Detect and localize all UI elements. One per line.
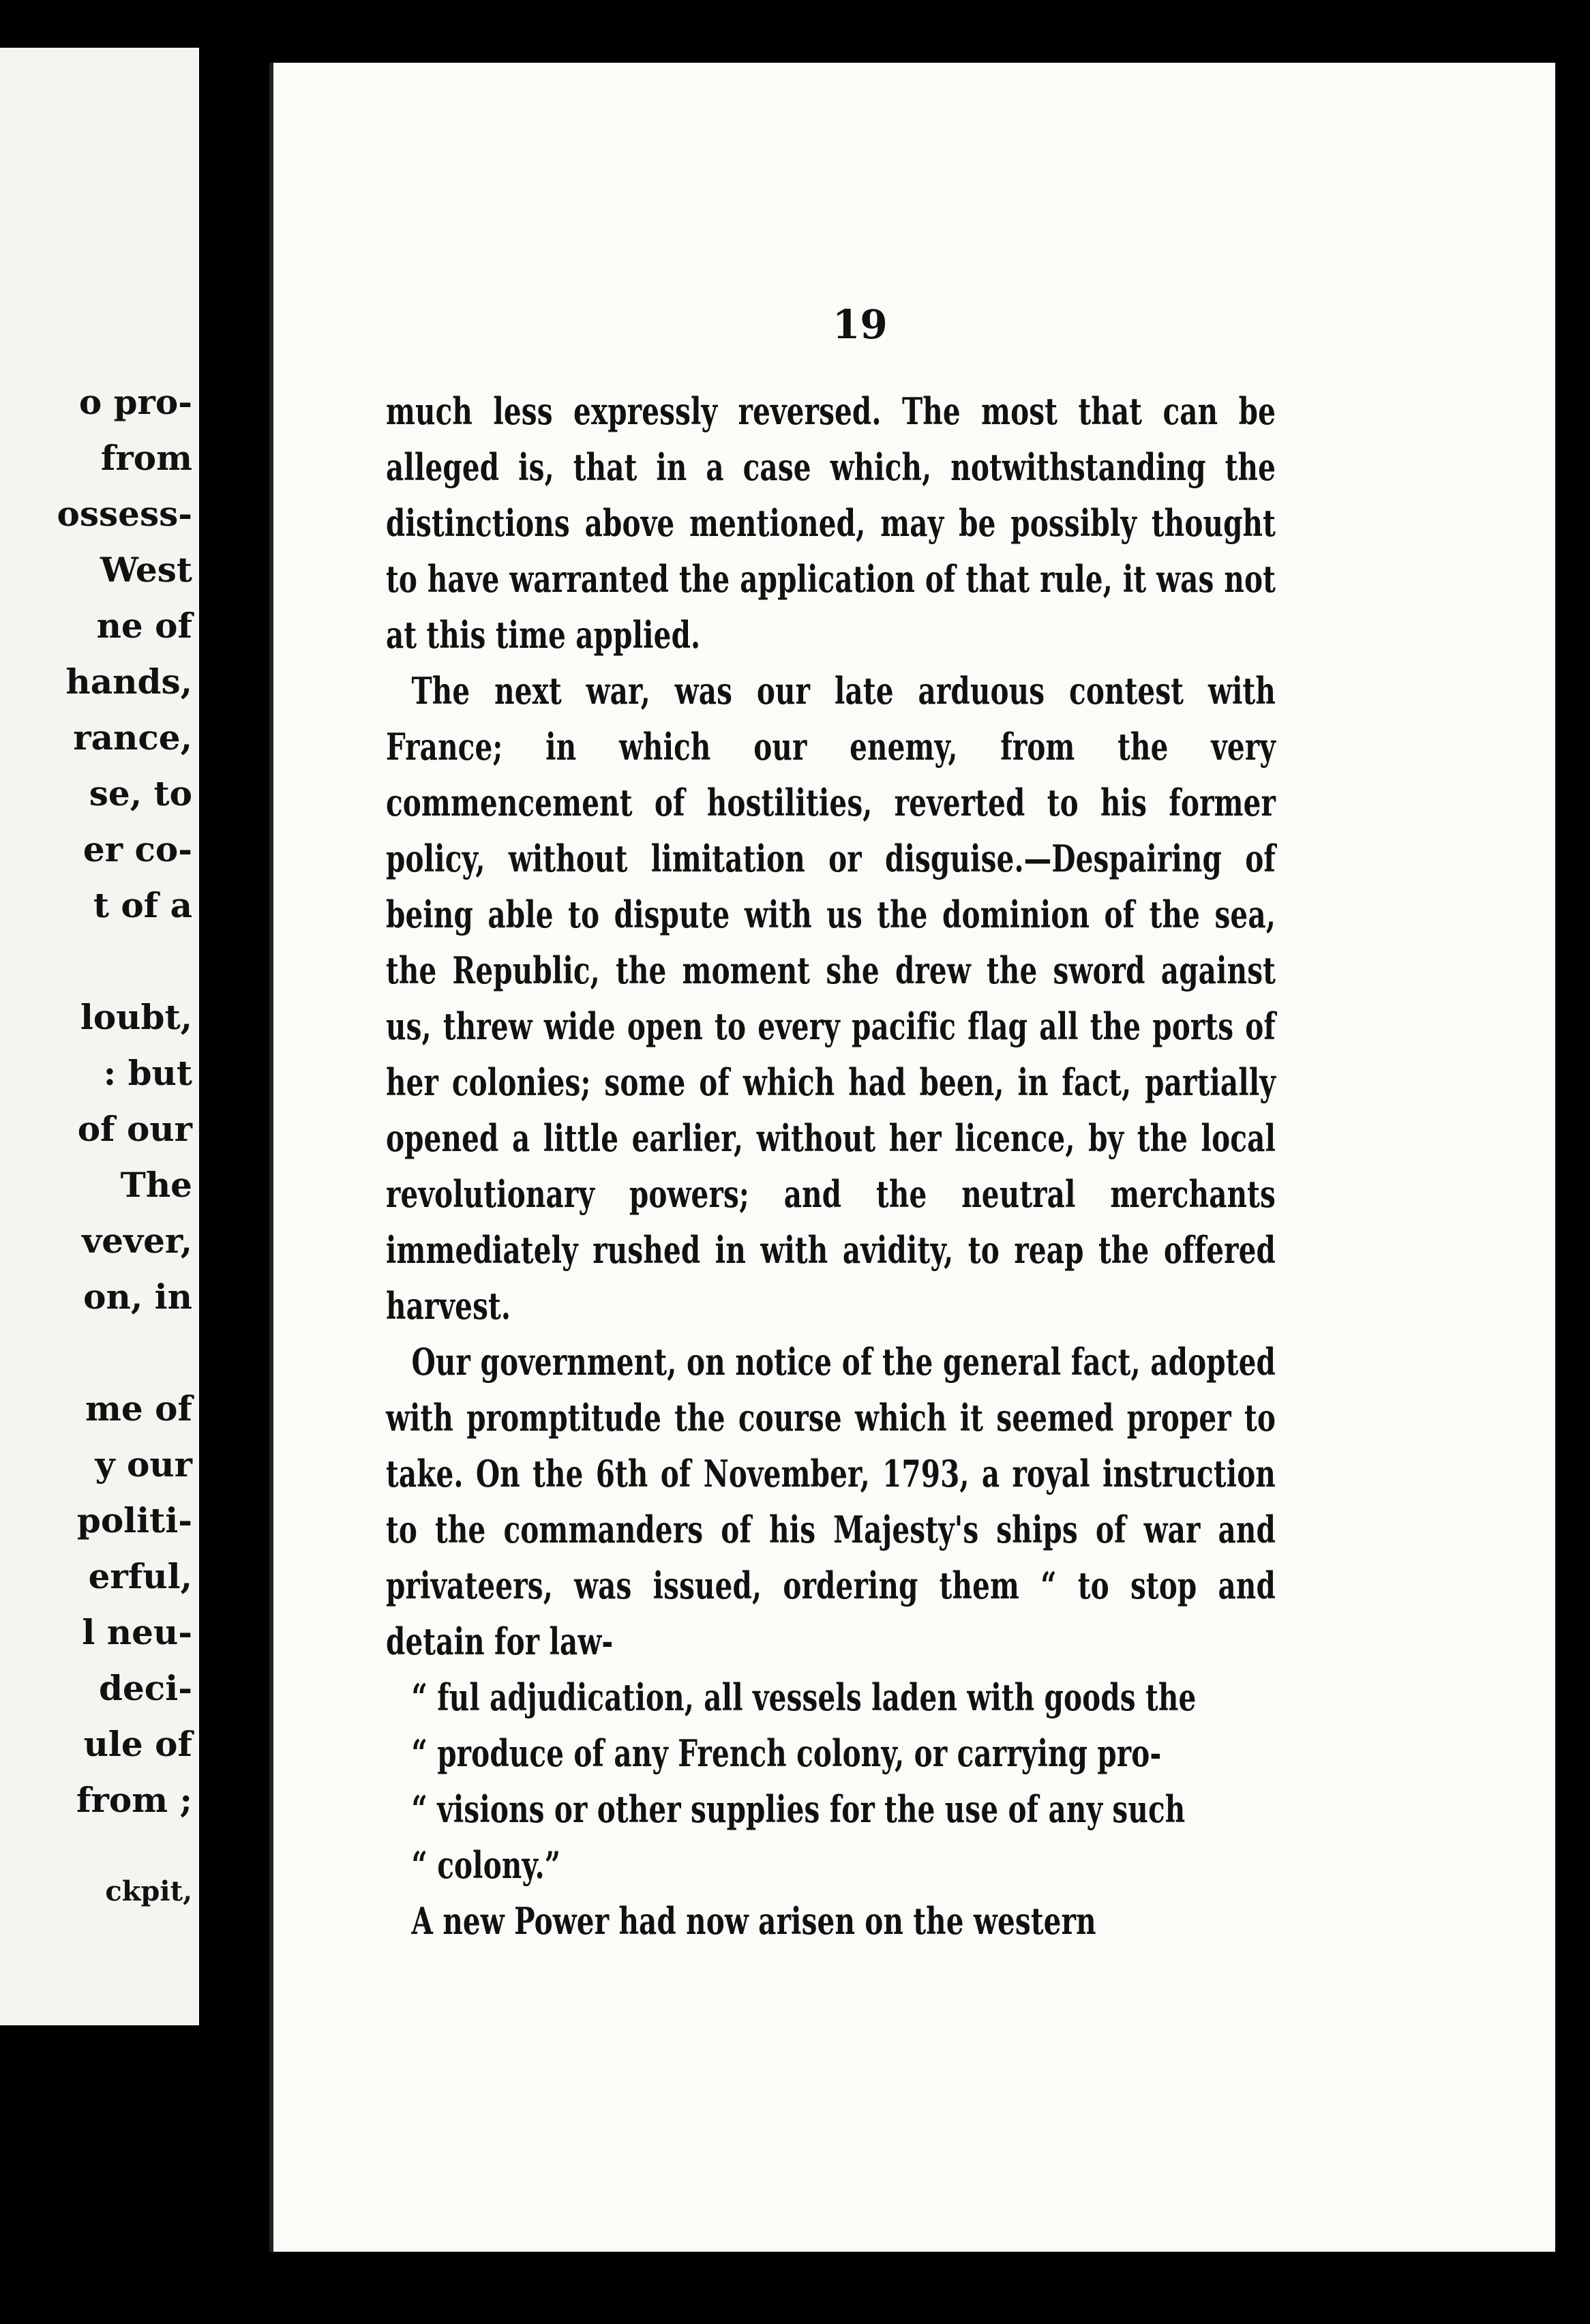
quote-line: “ visions or other supplies for the use of any such: [411, 1787, 1186, 1831]
left-page-fragment: l neu-: [82, 1612, 192, 1652]
left-page-fragment: on, in: [83, 1277, 192, 1317]
left-page-fragment: erful,: [88, 1556, 192, 1596]
left-page-fragment: rance,: [73, 717, 192, 758]
left-page-fragment: : but: [103, 1053, 192, 1093]
body-text: [386, 383, 1276, 1949]
left-page-fragment: hands,: [65, 661, 192, 702]
left-page-fragment: me of: [85, 1388, 192, 1429]
left-page-fragment: ckpit,: [105, 1875, 192, 1907]
paragraph: [386, 1334, 1276, 1893]
left-page-fragment: loubt,: [80, 997, 192, 1037]
left-page-fragment: y our: [95, 1444, 192, 1485]
main-page: [269, 63, 1555, 2252]
left-page-fragment: West: [100, 550, 192, 590]
left-page-fragment: t of a: [93, 885, 192, 925]
left-facing-page: [0, 48, 199, 2025]
paragraph: A new Power had now arisen on the western: [411, 1899, 1096, 1943]
quote-line: “ produce of any French colony, or carrying pro-: [411, 1731, 1162, 1775]
left-page-fragment: ne of: [96, 606, 192, 646]
left-page-fragment: deci-: [99, 1668, 192, 1708]
paragraph: much less expressly reversed. The most that can be alleged is, that in a case which, notwithstanding the distinctions above mentioned, may be possibly thought to have warranted the application of that rule, it was not at this time applied.: [386, 389, 1276, 657]
left-page-fragment: of our: [77, 1109, 192, 1149]
left-page-fragment: ule of: [83, 1724, 192, 1764]
left-page-fragment: vever,: [82, 1221, 192, 1261]
left-page-fragment: from: [100, 438, 192, 478]
left-page-fragment: o pro-: [78, 382, 192, 422]
left-page-fragment: se, to: [89, 773, 192, 814]
left-page-fragment: The: [120, 1165, 192, 1205]
quote-line: “ to stop and detain for law-: [386, 1564, 1276, 1663]
left-page-fragment: ossess-: [57, 494, 192, 534]
page-number: 19: [832, 301, 888, 348]
paragraph: The next war, was our late arduous contest with France; in which our enemy, from the very commencement of hostilities, reverted to his former policy, without limitation or disguise.—Despairing of being able to dispute with us the dominion of the sea, the Republic, the moment she drew the sword against us, threw wide open to every pacific flag all the ports of her colonies; some of which had been, in fact, partially opened a little earlier, without her licence, by the local revolutionary powers; and the neutral merchants immediately rushed in with avidity, to reap the offered harvest.: [386, 669, 1276, 1328]
left-page-fragment: er co-: [82, 829, 192, 869]
left-page-fragment: politi-: [76, 1500, 192, 1540]
quote-line: “ ful adjudication, all vessels laden with goods the: [411, 1675, 1197, 1719]
left-page-fragment: from ;: [76, 1780, 192, 1820]
paragraph-text: Our government, on notice of the general fact, adopted with promptitude the course which it seemed proper to take. On the 6th of November, 1793, a royal instruction to the commanders of his Majesty's ships of war and privateers, was issued, ordering them: [386, 1340, 1276, 1607]
quote-line: “ colony.”: [411, 1843, 561, 1887]
